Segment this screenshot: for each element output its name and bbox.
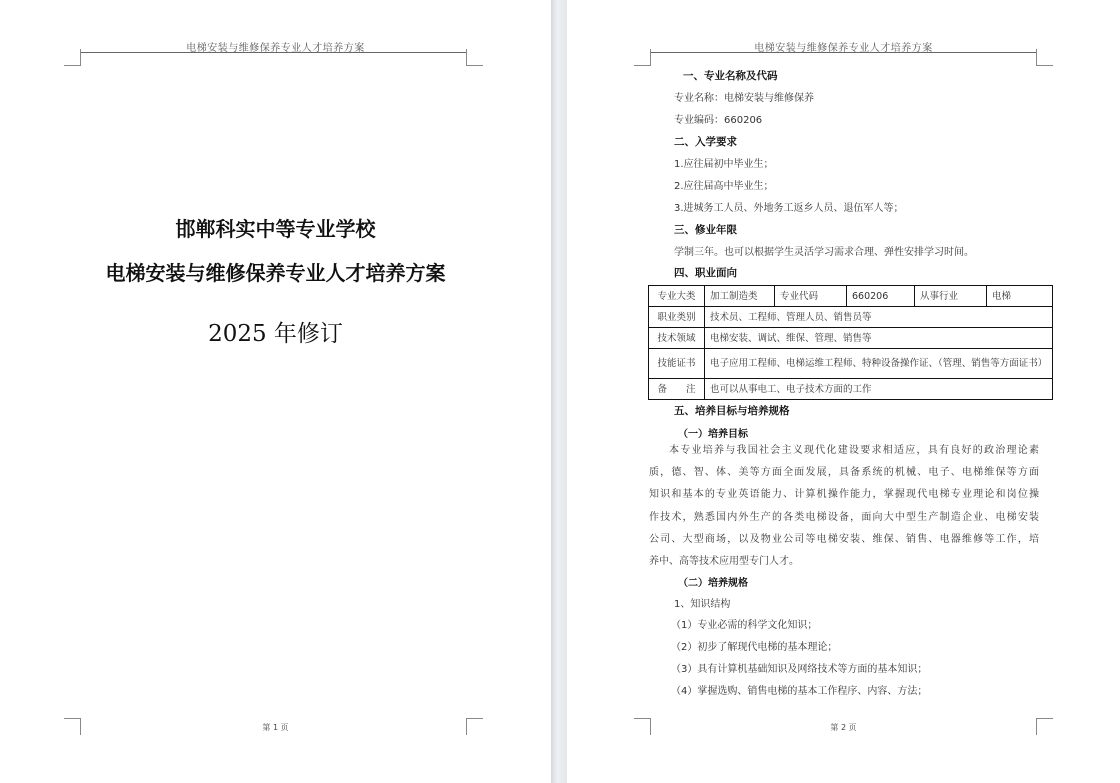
paragraph-line: 质，德、智、体、美等方面全面发展，具备系统的机械、电子、电梯维保等方面 <box>649 467 1039 479</box>
paragraph-line: 知识和基本的专业英语能力、计算机操作能力，掌握现代电梯专业理论和岗位操 <box>649 489 1039 501</box>
knowledge-item: （1）专业必需的科学文化知识； <box>671 620 818 631</box>
subsection-spec-heading: （二）培养规格 <box>678 578 748 589</box>
table-cell: 加工制造类 <box>705 286 775 307</box>
crop-mark-top-right <box>466 49 483 66</box>
cover-page <box>0 0 551 783</box>
table-cell: 技能证书 <box>649 349 705 379</box>
table-cell: 专业大类 <box>649 286 705 307</box>
running-header: 电梯安装与维修保养专业人才培养方案 <box>186 43 365 54</box>
knowledge-item: （4）掌握选购、销售电梯的基本工作程序、内容、方法； <box>671 686 928 697</box>
page-gutter <box>551 0 567 783</box>
content-page <box>567 0 1120 783</box>
major-name: 专业名称：电梯安装与维修保养 <box>674 93 814 104</box>
school-name: 邯郸科实中等专业学校 <box>175 217 376 241</box>
paragraph-line: 公司、大型商场，以及物业公司等电梯安装、维保、销售、电器维修等工作，培 <box>649 533 1039 545</box>
table-cell: 从事行业 <box>915 286 987 307</box>
paragraph-line: 作技术，熟悉国内外生产的各类电梯设备，面向大中型生产制造企业、电梯安装 <box>649 511 1039 523</box>
table-cell: 660206 <box>847 286 915 307</box>
table-cell: 专业代码 <box>775 286 847 307</box>
header-rule <box>650 52 1036 53</box>
page-number: 第 1 页 <box>262 723 289 732</box>
running-header: 电梯安装与维修保养专业人才培养方案 <box>754 43 933 54</box>
subsection-goal-heading: （一）培养目标 <box>678 429 748 440</box>
study-duration: 学制三年。也可以根据学生灵活学习需求合理、弹性安排学习时间。 <box>674 247 974 258</box>
header-rule <box>80 52 466 53</box>
table-row <box>649 328 1053 349</box>
section-4-heading: 四、职业面向 <box>674 267 737 279</box>
section-1-heading: 一、专业名称及代码 <box>683 70 778 82</box>
knowledge-item: （2）初步了解现代电梯的基本理论； <box>671 642 838 653</box>
admission-item: 1.应往届初中毕业生； <box>674 159 774 170</box>
table-cell: 职业类别 <box>649 307 705 328</box>
admission-item: 2.应往届高中毕业生； <box>674 181 774 192</box>
table-row <box>649 307 1053 328</box>
page-number: 第 2 页 <box>830 723 857 732</box>
knowledge-heading: 1、知识结构 <box>674 599 731 610</box>
table-cell: 电子应用工程师、电梯运维工程师、特种设备操作证、（管理、销售等方面证书） <box>705 349 1053 379</box>
table-row <box>649 349 1053 379</box>
career-table <box>648 285 1053 400</box>
section-3-heading: 三、修业年限 <box>674 224 737 236</box>
table-cell: 电梯 <box>987 286 1053 307</box>
crop-mark-top-right <box>1036 49 1053 66</box>
paragraph-line: 养中、高等技术应用型专门人才。 <box>649 556 799 568</box>
table-cell: 电梯安装、调试、维保、管理、销售等 <box>705 328 1053 349</box>
major-code: 专业编码：660206 <box>674 115 763 126</box>
section-2-heading: 二、入学要求 <box>674 136 737 148</box>
crop-mark-top-left <box>64 49 81 66</box>
revision-label: 2025 年修订 <box>208 321 343 347</box>
admission-item: 3.进城务工人员、外地务工返乡人员、退伍军人等； <box>674 203 904 214</box>
table-row <box>649 286 1053 307</box>
table-cell: 技术员、工程师、管理人员、销售员等 <box>705 307 1053 328</box>
paragraph-line: 本专业培养与我国社会主义现代化建设要求相适应，具有良好的政治理论素 <box>669 445 1039 456</box>
section-5-heading: 五、培养目标与培养规格 <box>674 405 790 417</box>
table-cell: 也可以从事电工、电子技术方面的工作 <box>705 379 1053 400</box>
crop-mark-top-left <box>634 49 651 66</box>
plan-title: 电梯安装与维修保养专业人才培养方案 <box>105 261 446 285</box>
knowledge-item: （3）具有计算机基础知识及网络技术等方面的基本知识； <box>671 664 928 675</box>
table-row <box>649 379 1053 400</box>
table-cell: 技术领域 <box>649 328 705 349</box>
training-goal-paragraph <box>649 440 1039 573</box>
table-cell: 备 注 <box>649 379 705 400</box>
